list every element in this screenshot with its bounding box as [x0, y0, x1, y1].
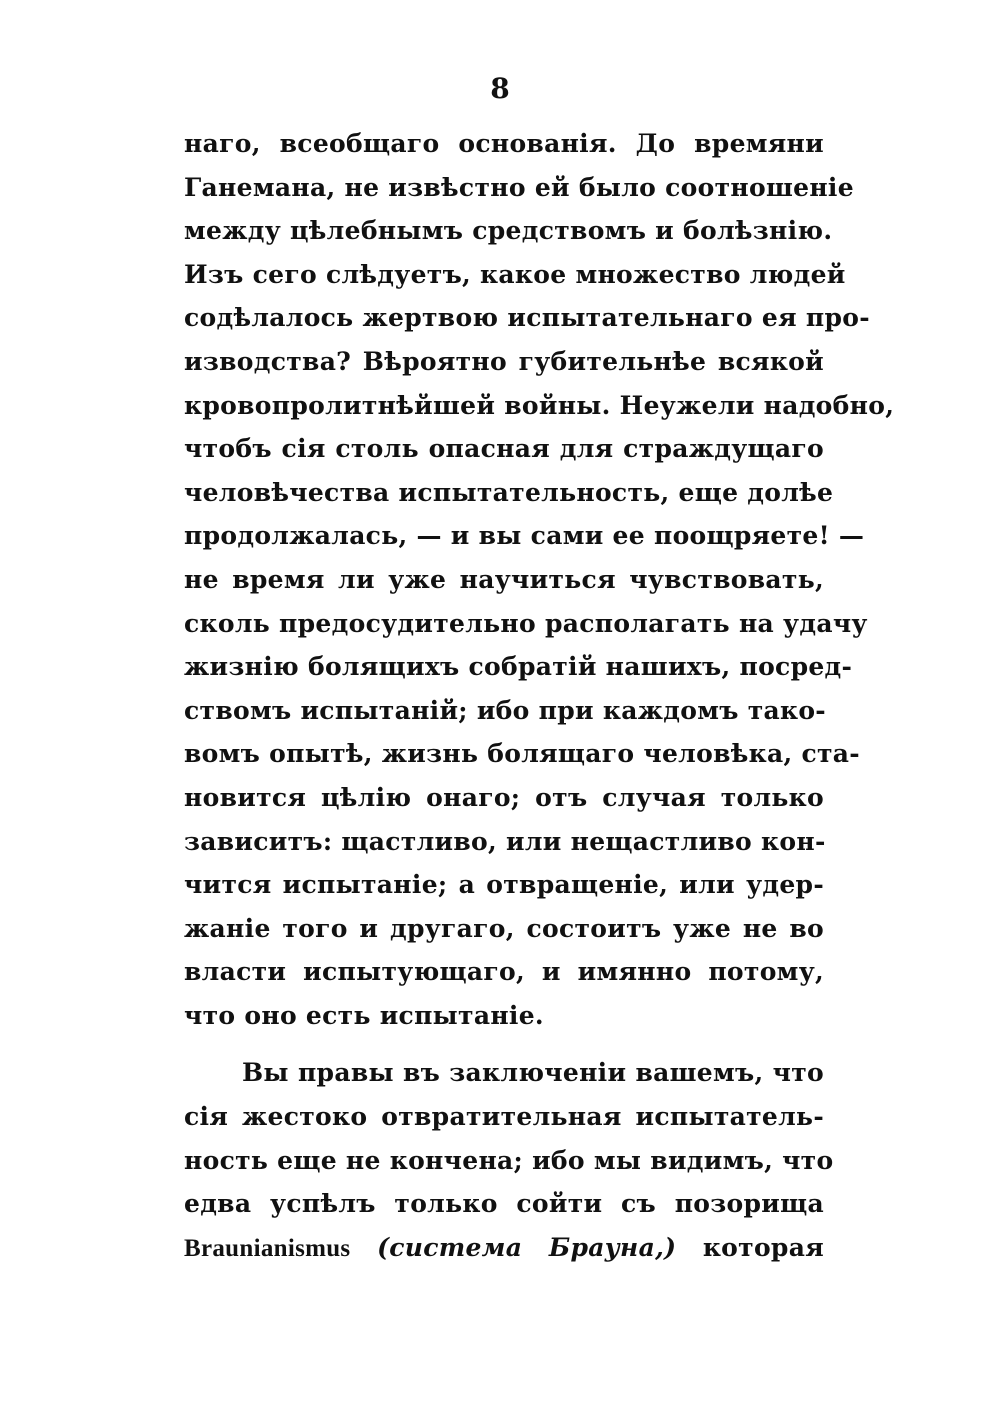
italic-gloss: (система Брауна,) — [377, 1232, 677, 1262]
page-number: 8 — [490, 72, 510, 105]
paragraph-gap — [184, 1037, 824, 1051]
text-line: не время ли уже научиться чувствовать, — [184, 564, 824, 594]
text-line: сколь предосудительно располагать на удачу — [184, 608, 868, 638]
text-line: кровопролитнѣйшей войны. Неужели надобно, — [184, 390, 895, 420]
text-line: чится испытаніе; а отвращеніе, или удер- — [184, 870, 824, 900]
text-line: ствомъ испытаній; ибо при каждомъ тако- — [184, 695, 826, 725]
text-line: Вы правы въ заключеніи вашемъ, что — [242, 1058, 824, 1088]
text-line: человѣчества испытательность, еще долѣе — [184, 477, 834, 507]
text-line: между цѣлебнымъ средствомъ и болѣзнію. — [184, 216, 833, 246]
paragraph-1 — [184, 122, 895, 1037]
trailing-word: которая — [702, 1232, 824, 1262]
text-line-mixed — [184, 1226, 824, 1270]
text-line: вомъ опытѣ, жизнь болящаго человѣка, ста- — [184, 739, 860, 769]
text-line: Ганемана, не извѣстно ей было соотношеніе — [184, 172, 854, 202]
text-line: едва успѣлъ только сойти съ позорища — [184, 1189, 824, 1219]
text-line: власти испытующаго, и имянно потому, — [184, 957, 824, 987]
text-line: новится цѣлію онаго; отъ случая только — [184, 782, 824, 812]
paragraph-2 — [184, 1051, 834, 1269]
text-line: жизнію болящихъ собратій нашихъ, посред- — [184, 652, 853, 682]
text-line: что оно есть испытаніе. — [184, 1000, 544, 1030]
text-line: содѣлалось жертвою испытательнаго ея про- — [184, 303, 870, 333]
text-line: наго, всеобщаго основанія. До времяни — [184, 129, 824, 158]
text-line: ность еще не кончена; ибо мы видимъ, что — [184, 1145, 834, 1175]
text-line: чтобъ сія столь опасная для страждущаго — [184, 434, 824, 464]
text-line: продолжалась, — и вы сами ее поощряете! — — [184, 521, 865, 551]
latin-term: Braunianismus — [184, 1234, 351, 1262]
body-text — [184, 122, 895, 1269]
text-line: жаніе того и другаго, состоитъ уже не во — [184, 913, 824, 943]
text-line: изводства? Вѣроятно губительнѣе всякой — [184, 346, 824, 376]
text-line: сія жестоко отвратительная испытатель- — [184, 1102, 824, 1132]
text-line: зависитъ: щастливо, или нещастливо кон- — [184, 826, 826, 856]
text-line: Изъ сего слѣдуетъ, какое множество людей — [184, 259, 846, 289]
